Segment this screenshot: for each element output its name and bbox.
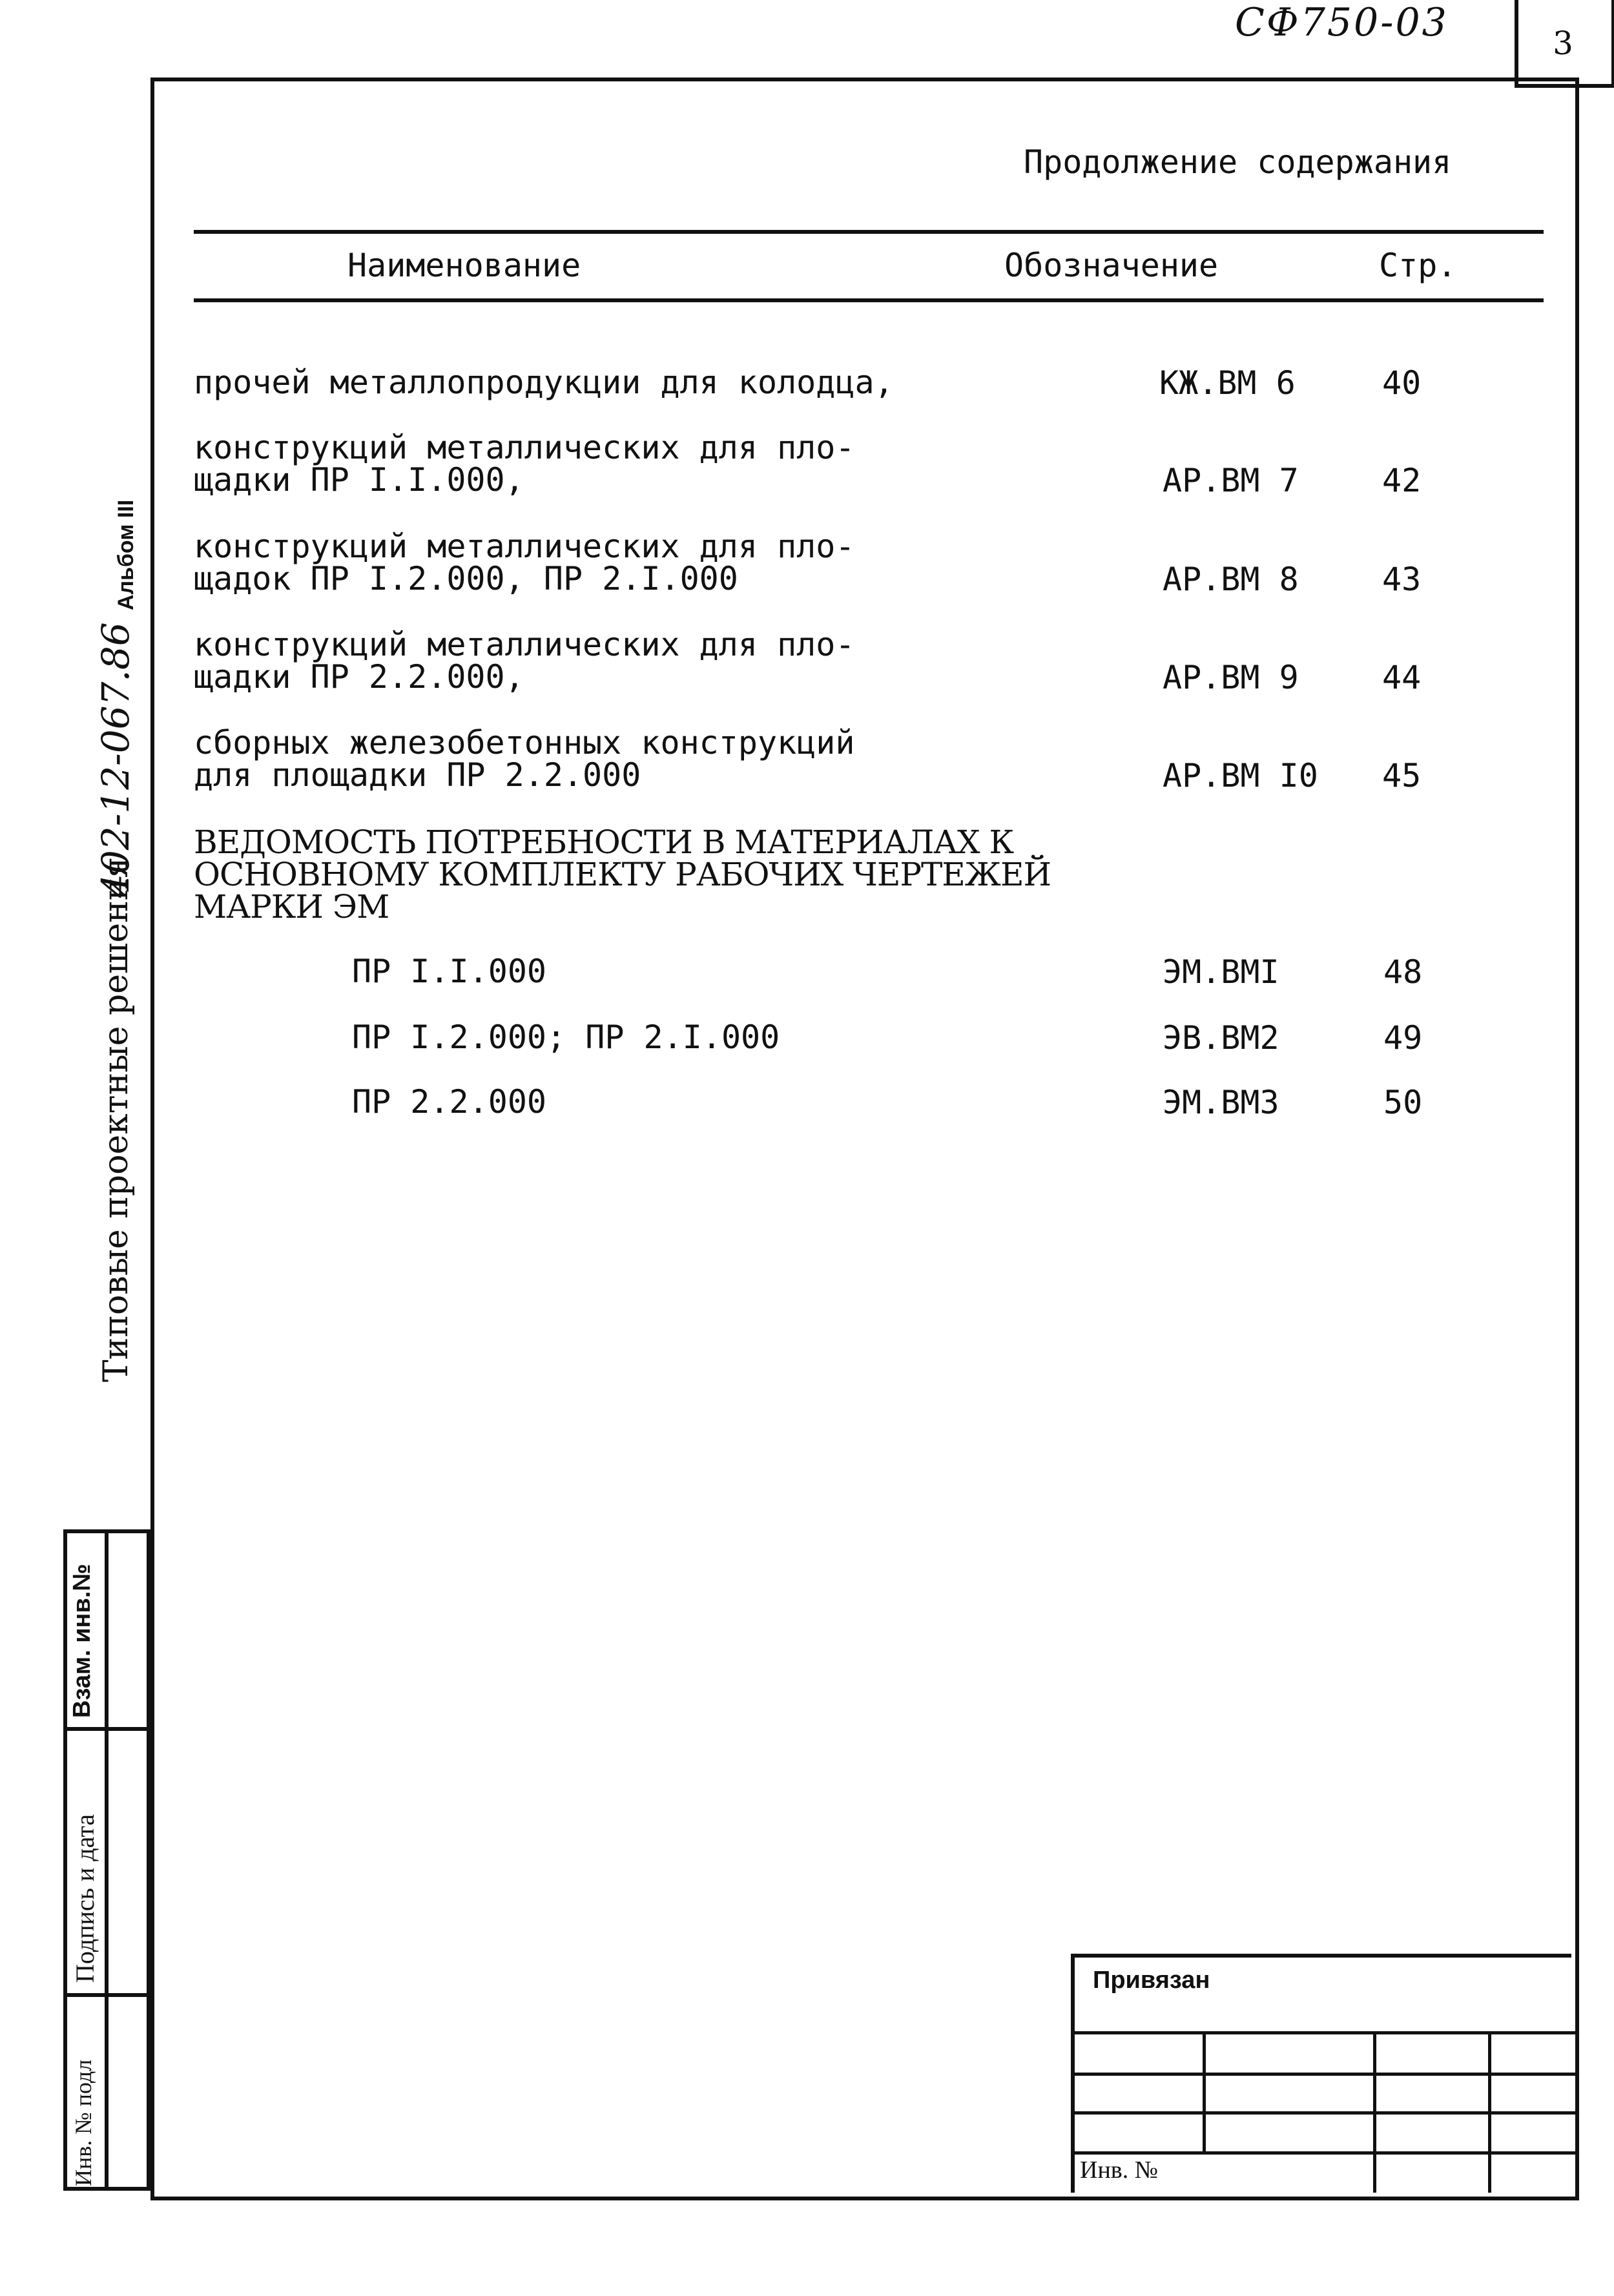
entry-3-page: 43 [1382,561,1422,598]
page-number: 3 [1553,25,1573,62]
binding-stamp-col-3 [1488,2031,1491,2193]
binding-stamp-rule-4 [1075,2151,1575,2155]
left-stamp-inv-podl: Инв. № подл [70,2059,96,2186]
column-header-designation: Обозначение [1004,247,1219,284]
column-header-name: Наименование [347,247,581,284]
left-stamp-rule-1 [67,1727,147,1731]
document-id: СФ750-03 [1235,0,1449,45]
section-title: Продолжение содержания [1024,143,1452,181]
entry-3-code: АР.ВМ 8 [1163,561,1299,598]
entry-5-code: АР.ВМ I0 [1163,757,1318,794]
sub-entry-2-page: 49 [1383,1019,1423,1057]
entry-1-page: 40 [1382,364,1422,402]
entry-4-code: АР.ВМ 9 [1163,659,1299,696]
entry-3-name-line1: конструкций металлических для пло- [194,528,855,565]
entry-2-code: АР.ВМ 7 [1163,462,1299,499]
entry-5-name-line1: сборных железобетонных конструкций [194,724,855,761]
column-header-page: Стр. [1379,247,1457,284]
entry-4-page: 44 [1382,659,1422,696]
sub-entry-1-name: ПР I.I.000 [352,953,547,990]
binding-stamp-rule-1 [1075,2031,1575,2034]
side-label-series: Типовые проектные решения [97,856,136,1382]
binding-stamp-col-1 [1203,2031,1206,2154]
entry-3-name-line2: щадок ПР I.2.000, ПР 2.I.000 [194,560,738,597]
entry-4-name-line1: конструкций металлических для пло- [194,626,855,663]
sub-entry-3-name: ПР 2.2.000 [352,1083,547,1121]
entry-2-name-line2: щадки ПР I.I.000, [194,461,524,499]
header-top-rule [194,230,1544,234]
entry-5-name-line2: для площадки ПР 2.2.000 [194,756,641,794]
binding-stamp-inv: Инв. № [1080,2156,1158,2184]
side-label-album: Альбом III [114,499,138,610]
side-label-number: 402-12-067.86 [94,622,138,898]
entry-2-name-line1: конструкций металлических для пло- [194,429,855,466]
entry-4-name-line2: щадки ПР 2.2.000, [194,658,524,696]
left-stamp-podpis: Подпись и дата [70,1814,99,1983]
entry-1-code: КЖ.ВМ 6 [1159,364,1296,402]
binding-stamp-title: Привязан [1093,1967,1210,1994]
entry-2-page: 42 [1382,462,1422,499]
sub-entry-2-code: ЭВ.ВМ2 [1163,1019,1279,1057]
binding-stamp-rule-3 [1075,2111,1575,2115]
sub-entry-3-code: ЭМ.ВМ3 [1163,1084,1279,1121]
binding-stamp-col-2 [1373,2031,1376,2193]
left-stamp-rule-2 [67,1993,147,1997]
header-bottom-rule [194,298,1544,302]
section-heading-line1: ВЕДОМОСТЬ ПОТРЕБНОСТИ В МАТЕРИАЛАХ К [194,823,1014,861]
section-heading-line2: ОСНОВНОМУ КОМПЛЕКТУ РАБОЧИХ ЧЕРТЕЖЕЙ [194,856,1051,893]
section-heading-line3: МАРКИ ЭМ [194,888,389,926]
sub-entry-1-page: 48 [1383,953,1423,991]
left-stamp-divider [105,1533,109,2191]
entry-5-page: 45 [1382,757,1422,794]
sub-entry-2-name: ПР I.2.000; ПР 2.I.000 [352,1019,780,1056]
left-stamp-vzam: Взам. инв.№ [68,1564,96,1718]
entry-1-name: прочей металлопродукции для колодца, [194,364,894,401]
sub-entry-1-code: ЭМ.ВМI [1163,953,1279,991]
binding-stamp-rule-2 [1075,2073,1575,2076]
sub-entry-3-page: 50 [1383,1084,1423,1121]
